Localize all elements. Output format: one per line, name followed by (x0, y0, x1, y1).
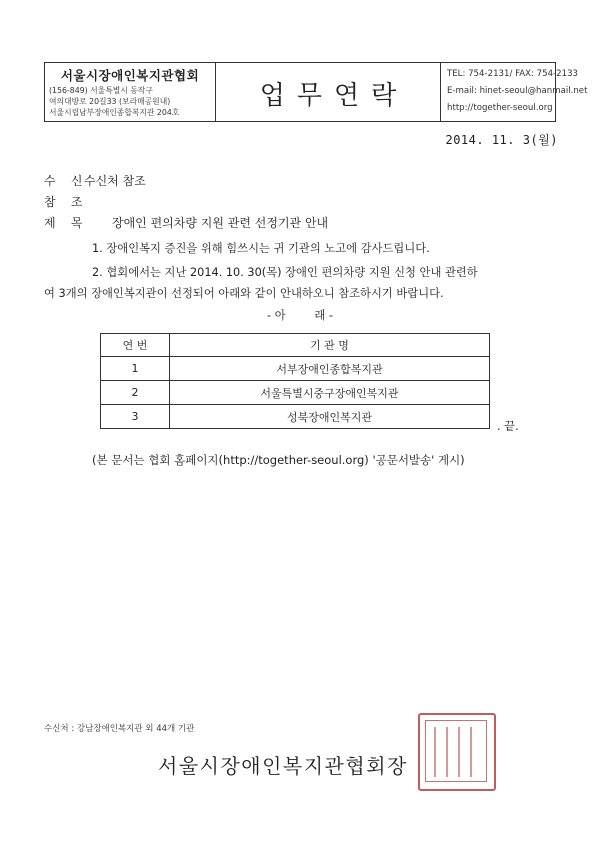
recipient-value: 수신처 참조 (84, 174, 146, 188)
contact-tel-fax: TEL: 754-2131/ FAX: 754-2133 (447, 69, 579, 79)
seal-inner-border (425, 720, 487, 782)
end-mark: . 끝. (497, 420, 519, 433)
address-line-2: 여의대방로 20길33 (보라매공원내) (49, 97, 171, 106)
contact-email: E-mail: hinet-seoul@hanmail.net (447, 86, 588, 96)
website-notice: (본 문서는 협회 홈페이지(http://together-seoul.org) '공문서발송' 게시) (92, 453, 465, 467)
body-paragraph-2-line-1: 2. 협회에서는 지난 2014. 10. 30(목) 장애인 편의차량 지원 신청 안내 관련하 (92, 266, 478, 279)
header-no: 연 번 (101, 334, 170, 357)
row-no: 3 (101, 405, 170, 429)
table-row (101, 381, 490, 405)
contact-url: http://together-seoul.org (447, 103, 553, 113)
row-no: 2 (101, 381, 170, 405)
cc-list: 수신처 : 강남장애인복지관 외 44개 기관 (44, 724, 195, 734)
address-line-1: (156-849) 서울특별시 동작구 (49, 86, 153, 95)
row-no: 1 (101, 357, 170, 381)
official-seal (418, 713, 496, 791)
letterhead-box (44, 62, 588, 122)
sender-name: 서울시장애인복지관협회장 (158, 754, 408, 778)
subject-value: 장애인 편의차량 지원 관련 선정기관 안내 (112, 216, 329, 230)
recipient-label: 수 신 (44, 174, 83, 188)
body-paragraph-2-line-2: 여 3개의 장애인복지관이 선정되어 아래와 같이 안내하오니 참조하시기 바랍니다. (44, 287, 444, 300)
table-header-row (101, 334, 490, 357)
body-paragraph-1: 1. 장애인복지 증진을 위해 힘쓰시는 귀 기관의 노고에 감사드립니다. (92, 242, 430, 255)
below-marker: - 아 래 - (267, 309, 333, 322)
row-name: 서부장애인종합복지관 (170, 357, 490, 381)
table-row (101, 405, 490, 429)
row-name: 성북장애인복지관 (170, 405, 490, 429)
document-date: 2014. 11. 3(월) (445, 133, 558, 147)
subject-label: 제 목 (44, 216, 83, 230)
document-title: 업무연락 (259, 81, 409, 111)
letterhead-org-block (45, 63, 216, 121)
org-name: 서울시장애인복지관협회 (60, 68, 200, 83)
address-line-3: 서울시립남부장애인종합복지관 204호 (49, 108, 180, 117)
reference-label: 참 조 (44, 195, 83, 209)
selected-institutions-table (100, 333, 490, 429)
table-row (101, 357, 490, 381)
row-name: 서울특별시중구장애인복지관 (170, 381, 490, 405)
letterhead-title-block (216, 63, 441, 121)
header-name: 기 관 명 (170, 334, 490, 357)
